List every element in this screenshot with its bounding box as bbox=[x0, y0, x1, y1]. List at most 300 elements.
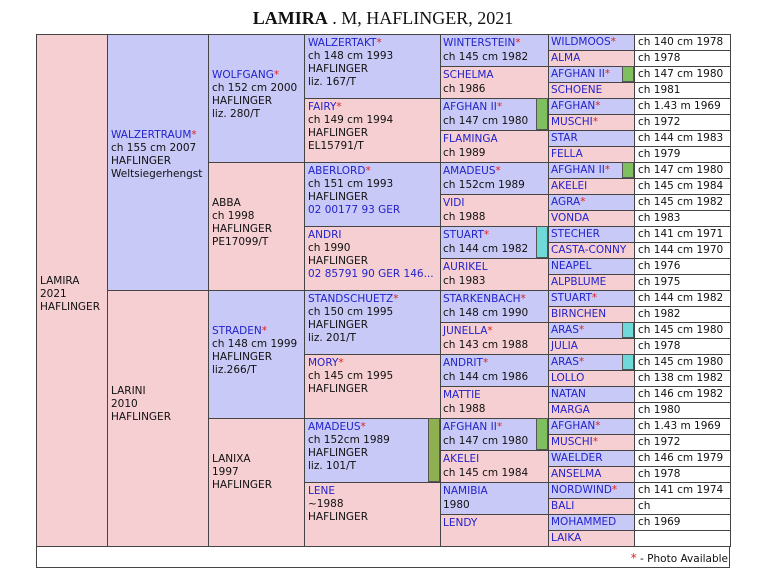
gen5-name-cell[interactable] bbox=[548, 50, 635, 67]
horse-detail: ch 1972 bbox=[638, 436, 681, 448]
photo-star-icon: * bbox=[482, 357, 489, 369]
horse-name[interactable]: WOLFGANG bbox=[212, 69, 274, 81]
inbreeding-marker bbox=[536, 418, 548, 450]
horse-detail: HAFLINGER bbox=[212, 479, 272, 491]
horse-name-row bbox=[443, 100, 545, 114]
photo-star-icon: * bbox=[520, 293, 526, 305]
gen5-name-cell[interactable] bbox=[548, 498, 635, 515]
photo-star-icon: * bbox=[604, 68, 611, 80]
photo-star-icon: * bbox=[495, 165, 501, 177]
horse-detail: HAFLINGER bbox=[212, 351, 272, 363]
horse-detail: ch 144 cm 1982 bbox=[443, 243, 529, 255]
horse-name-row bbox=[111, 385, 205, 398]
gen5-info-cell bbox=[634, 482, 731, 499]
horse-detail: HAFLINGER bbox=[111, 155, 171, 167]
horse-detail: ch 151 cm 1993 bbox=[308, 178, 394, 190]
pedigree-cell-gen4[interactable] bbox=[304, 162, 441, 227]
pedigree-cell-gen3[interactable] bbox=[208, 290, 305, 419]
gen5-name-cell[interactable] bbox=[548, 370, 635, 387]
horse-detail: ch 145 cm 1984 bbox=[443, 467, 529, 479]
gen5-info-cell bbox=[634, 162, 731, 179]
gen5-info-cell bbox=[634, 466, 731, 483]
gen5-info-cell bbox=[634, 418, 731, 435]
gen5-name-cell[interactable] bbox=[548, 290, 635, 307]
horse-detail: ch 1982 bbox=[638, 308, 681, 320]
horse-name[interactable]: NATAN bbox=[551, 388, 586, 400]
pedigree-cell-gen5[interactable] bbox=[440, 482, 549, 515]
photo-star-icon: * bbox=[591, 292, 598, 304]
horse-detail: ch 145 cm 1995 bbox=[308, 370, 394, 382]
horse-detail: ch 1976 bbox=[638, 260, 681, 272]
horse-detail: ch 1975 bbox=[638, 276, 681, 288]
horse-name[interactable]: LAMIRA bbox=[40, 275, 80, 287]
horse-detail: ch 1.43 m 1969 bbox=[638, 100, 721, 112]
gen5-name-cell[interactable] bbox=[548, 450, 635, 467]
horse-name-row bbox=[443, 356, 545, 370]
horse-detail: ch 148 cm 1993 bbox=[308, 50, 394, 62]
horse-name[interactable]: STANDSCHUETZ bbox=[308, 293, 394, 305]
horse-name-row bbox=[443, 228, 545, 242]
horse-name-row bbox=[212, 325, 301, 338]
horse-name[interactable]: AFGHAN II bbox=[551, 164, 605, 176]
horse-name[interactable]: MATTIE bbox=[443, 389, 481, 401]
inbreeding-marker bbox=[428, 418, 440, 482]
gen5-name-cell[interactable] bbox=[548, 178, 635, 195]
inbreeding-marker bbox=[536, 98, 548, 130]
horse-detail: ch 145 cm 1980 bbox=[638, 324, 724, 336]
horse-detail: EL15791/T bbox=[308, 140, 364, 152]
gen5-info-cell bbox=[634, 242, 731, 259]
pedigree-cell-gen3[interactable] bbox=[208, 162, 305, 291]
pedigree-cell-gen5[interactable] bbox=[440, 322, 549, 355]
horse-detail: 02 85791 90 GER 146... bbox=[308, 268, 434, 280]
horse-name[interactable]: WAELDER bbox=[551, 452, 603, 464]
horse-name[interactable]: VIDI bbox=[443, 197, 465, 209]
gen5-info-cell bbox=[634, 50, 731, 67]
horse-name[interactable]: JULIA bbox=[551, 340, 578, 352]
gen5-name-cell[interactable] bbox=[548, 418, 635, 435]
horse-name[interactable]: AFGHAN II bbox=[551, 68, 605, 80]
horse-name-row bbox=[443, 484, 545, 498]
horse-detail: ch 149 cm 1994 bbox=[308, 114, 394, 126]
pedigree-cell-gen4[interactable] bbox=[304, 98, 441, 163]
gen5-info-cell bbox=[634, 178, 731, 195]
photo-star-icon: * bbox=[604, 164, 611, 176]
photo-star-icon: * bbox=[496, 101, 503, 113]
horse-name[interactable]: SCHOENE bbox=[551, 84, 603, 96]
horse-detail: ch 147 cm 1980 bbox=[443, 435, 529, 447]
horse-name[interactable]: LAIKA bbox=[551, 532, 582, 544]
horse-detail: 2010 bbox=[111, 398, 138, 410]
horse-name[interactable]: LANIXA bbox=[212, 453, 251, 465]
horse-detail: ch 1986 bbox=[443, 83, 486, 95]
horse-name[interactable]: AFGHAN bbox=[551, 100, 596, 112]
pedigree-cell-gen5[interactable] bbox=[440, 162, 549, 195]
gen5-info-cell bbox=[634, 66, 731, 83]
pedigree-cell-gen5[interactable] bbox=[440, 514, 549, 547]
photo-star-icon: * bbox=[515, 37, 521, 49]
horse-detail: HAFLINGER bbox=[308, 511, 368, 523]
horse-name[interactable]: LENDY bbox=[443, 517, 478, 529]
horse-detail: HAFLINGER bbox=[111, 411, 171, 423]
horse-name-row bbox=[443, 452, 545, 466]
horse-name[interactable]: WILDMOOS bbox=[551, 36, 611, 48]
horse-name[interactable]: STRADEN bbox=[212, 325, 262, 337]
gen5-info-cell bbox=[634, 290, 731, 307]
horse-name[interactable]: STAR bbox=[551, 132, 578, 144]
pedigree-cell-gen3[interactable] bbox=[208, 418, 305, 547]
photo-star-icon: * bbox=[487, 325, 493, 337]
horse-detail: ch 146 cm 1982 bbox=[638, 388, 724, 400]
horse-name[interactable]: LOLLO bbox=[551, 372, 585, 384]
gen5-name-cell[interactable] bbox=[548, 146, 635, 163]
horse-detail: ch 148 cm 1990 bbox=[443, 307, 529, 319]
pedigree-cell-gen5[interactable] bbox=[440, 258, 549, 291]
gen5-name-cell[interactable] bbox=[548, 514, 635, 531]
horse-name[interactable]: FELLA bbox=[551, 148, 583, 160]
horse-detail: ch 145 cm 1980 bbox=[638, 356, 724, 368]
horse-detail: ch 1981 bbox=[638, 84, 681, 96]
photo-star-icon: * bbox=[496, 421, 503, 433]
horse-detail: ch 144 cm 1986 bbox=[443, 371, 529, 383]
pedigree-cell-gen4[interactable] bbox=[304, 482, 441, 547]
horse-name[interactable]: STUART bbox=[551, 292, 592, 304]
horse-detail: HAFLINGER bbox=[308, 447, 368, 459]
horse-name-row bbox=[443, 68, 545, 82]
horse-name[interactable]: AKELEI bbox=[551, 180, 588, 192]
horse-name[interactable]: STARKENBACH bbox=[443, 293, 521, 305]
horse-detail: HAFLINGER bbox=[308, 191, 368, 203]
horse-name[interactable]: ALMA bbox=[551, 52, 581, 64]
pedigree-cell-gen4[interactable] bbox=[304, 418, 441, 483]
pedigree-cell-gen5[interactable] bbox=[440, 450, 549, 483]
horse-detail: ch 145 cm 1984 bbox=[638, 180, 724, 192]
gen5-info-cell bbox=[634, 210, 731, 227]
horse-name-row bbox=[308, 101, 437, 114]
horse-name-row bbox=[308, 165, 437, 178]
gen5-name-cell[interactable] bbox=[548, 130, 635, 147]
horse-detail: HAFLINGER bbox=[308, 319, 368, 331]
inbreeding-marker bbox=[622, 354, 634, 370]
pedigree-cell-gen4[interactable] bbox=[304, 34, 441, 99]
photo-star-icon: * bbox=[393, 293, 399, 305]
horse-detail: ch 147 cm 1980 bbox=[443, 115, 529, 127]
horse-detail: ch 1989 bbox=[443, 147, 486, 159]
horse-name-row bbox=[443, 388, 545, 402]
horse-name[interactable]: AGRA bbox=[551, 196, 581, 208]
horse-name-row bbox=[308, 421, 437, 434]
horse-name[interactable]: MOHAMMED bbox=[551, 516, 617, 528]
photo-star-icon: * bbox=[610, 36, 616, 48]
horse-detail: ch 152cm 1989 bbox=[443, 179, 525, 191]
inbreeding-marker bbox=[622, 162, 634, 178]
horse-detail: HAFLINGER bbox=[308, 63, 368, 75]
horse-detail: liz.266/T bbox=[212, 364, 257, 376]
gen5-info-cell bbox=[634, 114, 731, 131]
gen5-info-cell bbox=[634, 370, 731, 387]
gen5-info-cell bbox=[634, 514, 731, 531]
horse-detail: 02 00177 93 GER bbox=[308, 204, 401, 216]
horse-name[interactable]: ABERLORD bbox=[308, 165, 366, 177]
horse-name[interactable]: STECHER bbox=[551, 228, 600, 240]
horse-name[interactable]: AFGHAN II bbox=[443, 101, 497, 113]
gen5-name-cell[interactable] bbox=[548, 82, 635, 99]
horse-detail: ch bbox=[638, 500, 651, 512]
horse-name-row bbox=[308, 229, 437, 242]
horse-name-row bbox=[443, 420, 545, 434]
horse-detail: ch 138 cm 1982 bbox=[638, 372, 724, 384]
horse-name-row bbox=[308, 485, 437, 498]
horse-detail: ch 1972 bbox=[638, 116, 681, 128]
gen5-info-cell bbox=[634, 258, 731, 275]
gen5-info-cell bbox=[634, 434, 731, 451]
horse-detail: HAFLINGER bbox=[212, 95, 272, 107]
pedigree-cell-gen5[interactable] bbox=[440, 66, 549, 99]
gen5-name-cell[interactable] bbox=[548, 402, 635, 419]
horse-name-row bbox=[443, 292, 545, 306]
gen5-info-cell bbox=[634, 386, 731, 403]
horse-detail: ch 140 cm 1978 bbox=[638, 36, 724, 48]
pedigree-cell-gen5[interactable] bbox=[440, 130, 549, 163]
photo-legend bbox=[631, 551, 728, 565]
gen5-name-cell[interactable] bbox=[548, 386, 635, 403]
horse-detail: HAFLINGER bbox=[308, 383, 368, 395]
horse-detail: ~1988 bbox=[308, 498, 344, 510]
horse-name-row bbox=[443, 324, 545, 338]
horse-detail: liz. 280/T bbox=[212, 108, 261, 120]
photo-star-icon: * bbox=[365, 165, 371, 177]
pedigree-cell-gen5[interactable] bbox=[440, 354, 549, 387]
horse-detail: ch 152 cm 2000 bbox=[212, 82, 298, 94]
gen5-info-cell bbox=[634, 82, 731, 99]
horse-detail: ch 143 cm 1988 bbox=[443, 339, 529, 351]
horse-detail: ch 145 cm 1982 bbox=[443, 51, 529, 63]
horse-name[interactable]: MUSCHI bbox=[551, 436, 593, 448]
inbreeding-marker bbox=[622, 322, 634, 338]
horse-detail: ch 141 cm 1971 bbox=[638, 228, 724, 240]
pedigree-cell-gen4[interactable] bbox=[304, 354, 441, 419]
photo-star-icon: * bbox=[336, 101, 342, 113]
gen5-info-cell bbox=[634, 402, 731, 419]
horse-detail: ch 1978 bbox=[638, 468, 681, 480]
pedigree-cell-gen2[interactable] bbox=[107, 290, 209, 547]
gen5-info-cell bbox=[634, 306, 731, 323]
horse-detail: Weltsiegerhengst bbox=[111, 168, 203, 180]
horse-name[interactable]: LARINI bbox=[111, 385, 146, 397]
horse-name[interactable]: AFGHAN bbox=[551, 420, 596, 432]
gen5-name-cell[interactable] bbox=[548, 210, 635, 227]
photo-star-icon: * bbox=[376, 37, 382, 49]
inbreeding-marker bbox=[622, 66, 634, 82]
gen5-name-cell[interactable] bbox=[548, 434, 635, 451]
gen5-name-cell[interactable] bbox=[548, 482, 635, 499]
horse-name-row bbox=[443, 196, 545, 210]
horse-name[interactable]: MORY bbox=[308, 357, 339, 369]
horse-name-row bbox=[443, 132, 545, 146]
pedigree-cell-gen5[interactable] bbox=[440, 98, 549, 131]
gen5-name-cell[interactable] bbox=[548, 274, 635, 291]
horse-name[interactable]: CASTA-CONNY bbox=[551, 244, 627, 256]
horse-name[interactable]: NORDWIND bbox=[551, 484, 612, 496]
horse-name[interactable]: ALPBLUME bbox=[551, 276, 607, 288]
horse-detail: HAFLINGER bbox=[308, 127, 368, 139]
photo-star-icon: * bbox=[360, 421, 366, 433]
horse-name-row bbox=[443, 260, 545, 274]
horse-name-row bbox=[443, 516, 545, 530]
horse-name[interactable]: ANDRI bbox=[308, 229, 342, 241]
horse-name[interactable]: WALZERTAKT bbox=[308, 37, 377, 49]
horse-detail: 1980 bbox=[443, 499, 470, 511]
horse-detail: HAFLINGER bbox=[212, 223, 272, 235]
horse-name-row bbox=[443, 164, 545, 178]
gen5-name-cell[interactable] bbox=[548, 338, 635, 355]
pedigree-cell-gen5[interactable] bbox=[440, 386, 549, 419]
pedigree-cell-gen5[interactable] bbox=[440, 194, 549, 227]
gen5-info-cell bbox=[634, 530, 731, 547]
horse-detail: liz. 201/T bbox=[308, 332, 357, 344]
horse-detail: liz. 167/T bbox=[308, 76, 357, 88]
gen5-name-cell[interactable] bbox=[548, 306, 635, 323]
gen5-info-cell bbox=[634, 338, 731, 355]
gen5-name-cell[interactable] bbox=[548, 34, 635, 51]
horse-name[interactable]: MUSCHI bbox=[551, 116, 593, 128]
horse-name[interactable]: AMADEUS bbox=[308, 421, 361, 433]
pedigree-footer bbox=[36, 546, 730, 568]
horse-detail: 1997 bbox=[212, 466, 239, 478]
gen5-name-cell[interactable] bbox=[548, 98, 635, 115]
horse-detail: ch 1978 bbox=[638, 340, 681, 352]
gen5-name-cell[interactable] bbox=[548, 258, 635, 275]
photo-star-icon: * bbox=[261, 325, 267, 337]
horse-name-row bbox=[212, 453, 301, 466]
photo-star-icon: * bbox=[483, 229, 490, 241]
horse-name[interactable]: ANSELMA bbox=[551, 468, 602, 480]
photo-star-icon: * bbox=[592, 116, 598, 128]
horse-name[interactable]: JUNELLA bbox=[443, 325, 488, 337]
horse-detail: ch 148 cm 1999 bbox=[212, 338, 298, 350]
horse-detail: ch 1998 bbox=[212, 210, 255, 222]
gen5-info-cell bbox=[634, 274, 731, 291]
pedigree-cell-gen2[interactable] bbox=[107, 34, 209, 291]
pedigree-cell-gen5[interactable] bbox=[440, 290, 549, 323]
horse-name[interactable]: BALI bbox=[551, 500, 575, 512]
inbreeding-marker bbox=[536, 226, 548, 258]
pedigree-cell-gen4[interactable] bbox=[304, 226, 441, 291]
gen5-info-cell bbox=[634, 34, 731, 51]
horse-name[interactable]: WALZERTRAUM bbox=[111, 129, 192, 141]
photo-star-icon: * bbox=[592, 436, 598, 448]
gen5-info-cell bbox=[634, 98, 731, 115]
photo-star-icon: * bbox=[578, 356, 585, 368]
pedigree-cell-gen5[interactable] bbox=[440, 34, 549, 67]
horse-name[interactable]: BIRNCHEN bbox=[551, 308, 607, 320]
horse-detail: ch 147 cm 1980 bbox=[638, 68, 724, 80]
horse-detail: ch 152cm 1989 bbox=[308, 434, 390, 446]
horse-name[interactable]: LENE bbox=[308, 485, 335, 497]
gen5-name-cell[interactable] bbox=[548, 226, 635, 243]
horse-detail: ch 1988 bbox=[443, 403, 486, 415]
horse-detail: ch 1980 bbox=[638, 404, 681, 416]
horse-detail: ch 155 cm 2007 bbox=[111, 142, 197, 154]
horse-name[interactable]: AKELEI bbox=[443, 453, 480, 465]
horse-detail: ch 145 cm 1982 bbox=[638, 196, 724, 208]
horse-detail: liz. 101/T bbox=[308, 460, 357, 472]
horse-name-row bbox=[308, 357, 437, 370]
pedigree-cell-gen5[interactable] bbox=[440, 226, 549, 259]
gen5-info-cell bbox=[634, 450, 731, 467]
horse-name[interactable]: AMADEUS bbox=[443, 165, 496, 177]
horse-detail: ch 1983 bbox=[443, 275, 486, 287]
photo-star-icon: * bbox=[273, 69, 280, 81]
photo-legend-text: - Photo Available bbox=[636, 553, 728, 565]
gen5-info-cell bbox=[634, 498, 731, 515]
gen5-name-cell[interactable] bbox=[548, 530, 635, 547]
horse-name: LAMIRA bbox=[252, 8, 328, 28]
horse-detail: ch 147 cm 1980 bbox=[638, 164, 724, 176]
horse-name-row bbox=[308, 37, 437, 50]
gen5-name-cell[interactable] bbox=[548, 242, 635, 259]
gen5-info-cell bbox=[634, 194, 731, 211]
horse-name[interactable]: STUART bbox=[443, 229, 484, 241]
horse-name-row bbox=[443, 36, 545, 50]
horse-detail: 2021 bbox=[40, 288, 67, 300]
gen5-info-cell bbox=[634, 130, 731, 147]
photo-star-icon: * bbox=[338, 357, 344, 369]
horse-detail: ch 1983 bbox=[638, 212, 681, 224]
horse-name[interactable]: AFGHAN II bbox=[443, 421, 497, 433]
horse-name[interactable]: MARGA bbox=[551, 404, 590, 416]
horse-name-row bbox=[308, 293, 437, 306]
gen5-info-cell bbox=[634, 146, 731, 163]
horse-name[interactable]: ABBA bbox=[212, 197, 241, 209]
horse-name[interactable]: FLAMINGA bbox=[443, 133, 498, 145]
horse-name[interactable]: NEAPEL bbox=[551, 260, 592, 272]
horse-name[interactable]: ARAS bbox=[551, 356, 579, 368]
horse-detail: ch 144 cm 1982 bbox=[638, 292, 724, 304]
horse-summary: . M, HAFLINGER, 2021 bbox=[327, 8, 514, 28]
horse-name-row bbox=[40, 275, 104, 288]
gen5-name-cell[interactable] bbox=[548, 466, 635, 483]
horse-name[interactable]: VONDA bbox=[551, 212, 590, 224]
photo-star-icon: * bbox=[191, 129, 197, 141]
horse-detail: ch 141 cm 1974 bbox=[638, 484, 724, 496]
pedigree-cell-gen3[interactable] bbox=[208, 34, 305, 163]
photo-star-icon: * bbox=[630, 551, 637, 565]
horse-name[interactable]: ANDRIT bbox=[443, 357, 483, 369]
photo-star-icon: * bbox=[611, 484, 618, 496]
gen5-info-cell bbox=[634, 354, 731, 371]
horse-name-row bbox=[212, 69, 301, 82]
gen5-info-cell bbox=[634, 322, 731, 339]
horse-name-row bbox=[212, 197, 301, 210]
horse-name[interactable]: AURIKEL bbox=[443, 261, 488, 273]
pedigree-cell-gen5[interactable] bbox=[440, 418, 549, 451]
horse-name-row bbox=[111, 129, 205, 142]
horse-name[interactable]: WINTERSTEIN bbox=[443, 37, 516, 49]
gen5-name-cell[interactable] bbox=[548, 194, 635, 211]
photo-star-icon: * bbox=[578, 324, 585, 336]
pedigree-cell-gen1[interactable] bbox=[36, 34, 108, 547]
horse-name[interactable]: NAMIBIA bbox=[443, 485, 488, 497]
gen5-name-cell[interactable] bbox=[548, 114, 635, 131]
horse-name[interactable]: SCHELMA bbox=[443, 69, 494, 81]
horse-detail: ch 1988 bbox=[443, 211, 486, 223]
horse-detail: ch 1.43 m 1969 bbox=[638, 420, 721, 432]
pedigree-cell-gen4[interactable] bbox=[304, 290, 441, 355]
horse-name[interactable]: FAIRY bbox=[308, 101, 337, 113]
horse-name[interactable]: ARAS bbox=[551, 324, 579, 336]
photo-star-icon: * bbox=[595, 100, 601, 112]
